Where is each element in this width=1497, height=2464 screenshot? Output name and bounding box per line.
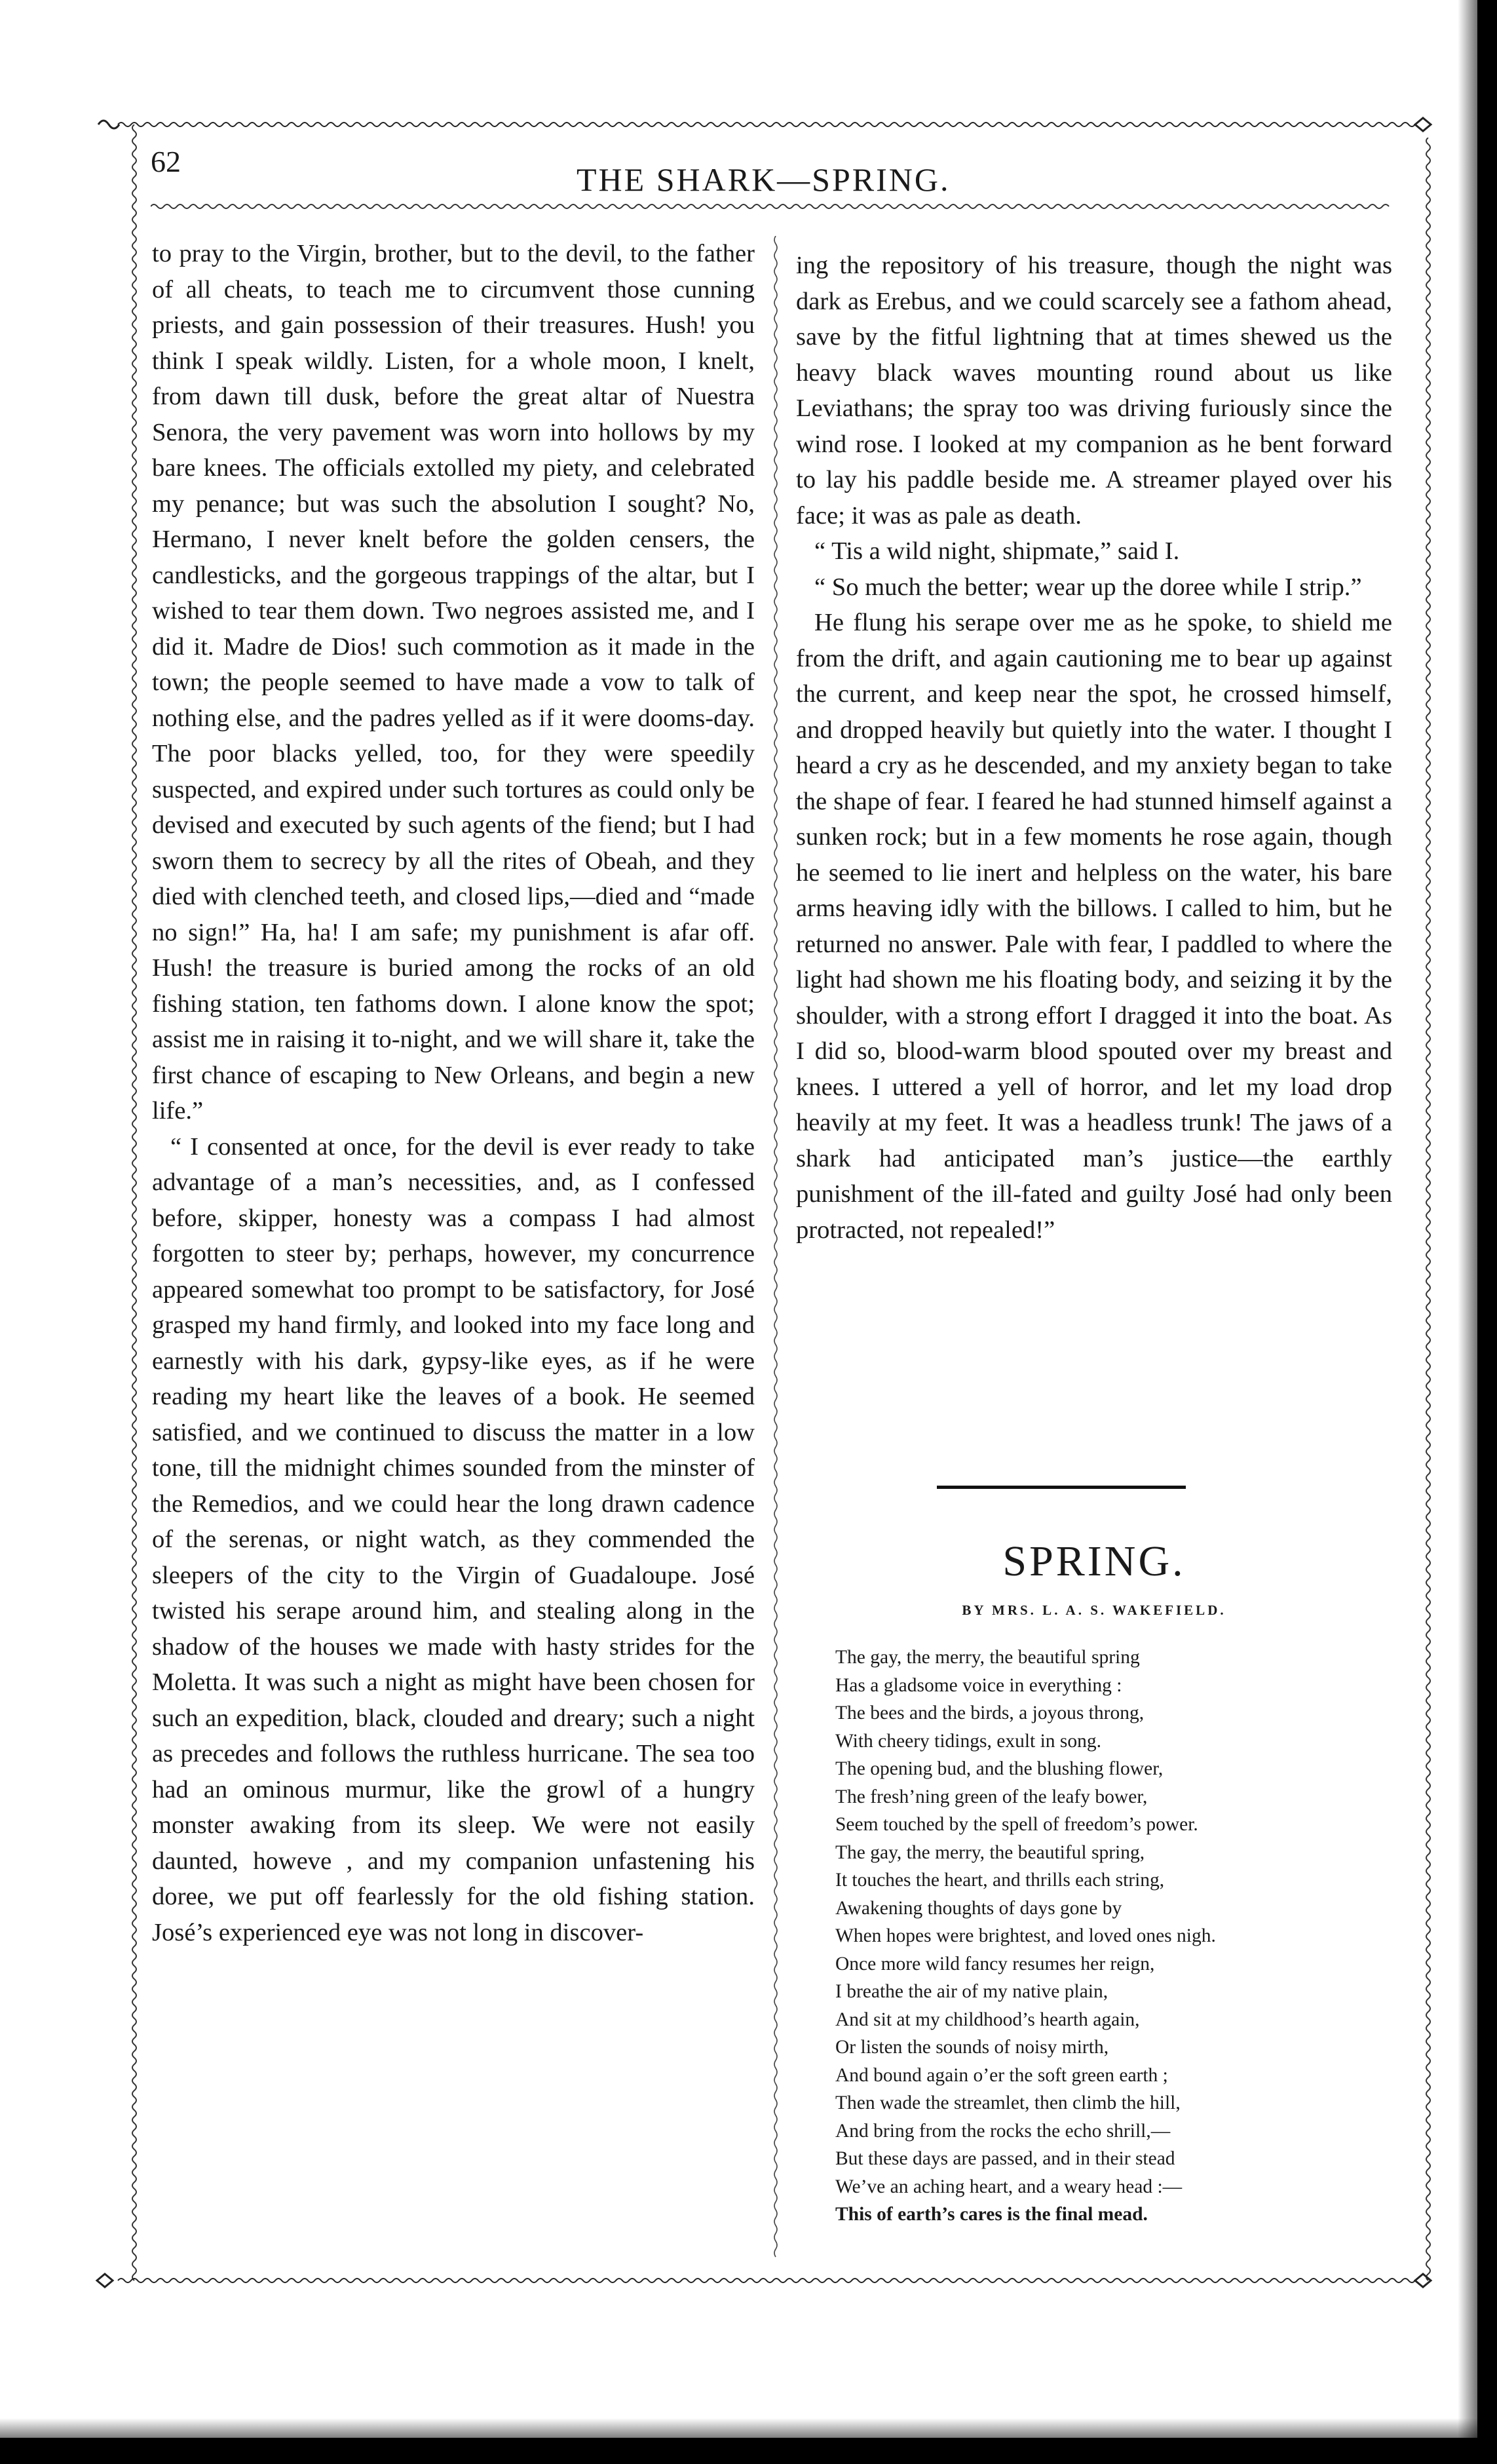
- poem-line: But these days are passed, and in their stead: [835, 2148, 1175, 2169]
- poem-line: And bring from the rocks the echo shrill,—: [835, 2120, 1171, 2142]
- poem-line: This of earth’s cares is the final mead.: [835, 2204, 1148, 2225]
- paragraph: ing the repository of his treasure, though the night was dark as Erebus, and we could scarcely see a fathom ahead, save by the fitful lightning that at times shewed us the heavy black waves mounting round about us like Leviathans; the spray too was driving furiously since the wind rose. I looked at my companion as he bent forward to lay his paddle beside me. A streamer played over his face; it was as pale as death.: [796, 252, 1392, 529]
- poem-line: When hopes were brightest, and loved ones nigh.: [835, 1925, 1216, 1946]
- poem-line: The fresh’ning green of the leafy bower,: [835, 1786, 1148, 1807]
- header-rule: [151, 200, 1395, 213]
- bottom-ornamental-border: [92, 2267, 1441, 2294]
- poem-line: The opening bud, and the blushing flower,: [835, 1758, 1164, 1779]
- poem-line: Or listen the sounds of noisy mirth,: [835, 2037, 1109, 2058]
- page-number: 62: [151, 145, 181, 178]
- bottom-page-edge: [0, 2438, 1497, 2464]
- binding-shadow: [1458, 0, 1477, 2464]
- right-column: [796, 248, 1392, 1248]
- paragraph: “ So much the better; wear up the doree while I strip.”: [814, 573, 1362, 601]
- poem-line: It touches the heart, and thrills each string,: [835, 1870, 1165, 1891]
- poem-line: Then wade the streamlet, then climb the hill,: [835, 2092, 1181, 2113]
- poem-line: With cheery tidings, exult in song.: [835, 1730, 1102, 1752]
- left-column: [152, 236, 755, 1950]
- page-binding-edge: [1477, 0, 1497, 2464]
- running-head: THE SHARK—SPRING.: [577, 161, 951, 198]
- poem-line: The bees and the birds, a joyous throng,: [835, 1703, 1145, 1723]
- poem-line: The gay, the merry, the beautiful spring,: [835, 1841, 1145, 1863]
- poem-title: SPRING.: [1002, 1537, 1186, 1585]
- poem-byline: BY MRS. L. A. S. WAKEFIELD.: [962, 1602, 1226, 1618]
- poem-line: Awakening thoughts of days gone by: [835, 1897, 1122, 1919]
- poem-line: Seem touched by the spell of freedom’s power.: [835, 1814, 1198, 1835]
- poem-line: We’ve an aching heart, and a weary head :—: [835, 2176, 1183, 2197]
- paragraph: to pray to the Virgin, brother, but to the devil, to the father of all cheats, to teach me to circumvent those cunning priests, and gain possession of their treasures. Hush! you think I speak wildly. Listen, for a whole moon, I knelt, from dawn till dusk, before the great altar of Nuestra Senora, the very pavement was worn into hollows by my bare knees. The officials extolled my piety, and celebrated my penance; but was such the absolution I sought? No, Hermano, I never knelt before the golden censers, the candlesticks, and the gorgeous trappings of the altar, but I wished to tear them down. Two negroes assisted me, and I did it. Madre de Dios! such commotion as it made in the town; the people seemed to have made a vow to talk of nothing else, and the padres yelled as if it were dooms-day. The poor blacks yelled, too, for they were speedily suspected, and expired under such tortures as could only be devised and executed by such agents of the fiend; but I had sworn them to secrecy by all the rites of Obeah, and they died with clenched teeth, and closed lips,—died and “made no sign!” Ha, ha! I am safe; my punishment is afar off. Hush! the treasure is buried among the rocks of an old fishing station, ten fathoms down. I alone know the spot; assist me in raising it to-night, and we will share it, take the first chance of escaping to New Orleans, and begin a new life.”: [152, 240, 755, 1125]
- section-divider: [937, 1486, 1186, 1489]
- poem-line: And sit at my childhood’s hearth again,: [835, 2009, 1140, 2030]
- column-divider: [771, 236, 780, 2261]
- poem-body: [835, 1644, 1399, 2229]
- top-ornamental-border: [92, 111, 1441, 138]
- poem-line: And bound again o’er the soft green earth ;: [835, 2064, 1168, 2086]
- poem-line: Once more wild fancy resumes her reign,: [835, 1953, 1155, 1974]
- poem-line: The gay, the merry, the beautiful spring: [835, 1647, 1140, 1668]
- left-ornamental-border: [128, 125, 141, 2287]
- right-ornamental-border: [1422, 138, 1435, 2287]
- poem-line: I breathe the air of my native plain,: [835, 1981, 1109, 2002]
- paragraph: He flung his serape over me as he spoke, to shield me from the drift, and again cautioning me to bear up against the current, and keep near the spot, he crossed himself, and dropped heavily but quietly into the water. I thought I heard a cry as he descended, and my anxiety began to take the shape of fear. I feared he had stunned himself against a sunken rock; but in a few moments he rose again, though he seemed to lie inert and helpless on the water, his bare arms heaving idly with the billows. I called to him, but he returned no answer. Pale with fear, I paddled to where the light had shown me his floating body, and seizing it by the shoulder, with a strong effort I dragged it into the boat. As I did so, blood-warm blood spouted over my breast and knees. I uttered a yell of horror, and let my load drop heavily at my feet. It was a headless trunk! The jaws of a shark had anticipated man’s justice—the earthly punishment of the ill-fated and guilty José had only been protracted, not repealed!”: [796, 609, 1392, 1244]
- bottom-shadow: [0, 2418, 1497, 2438]
- paragraph: “ Tis a wild night, shipmate,” said I.: [814, 537, 1180, 565]
- poem-line: Has a gladsome voice in everything :: [835, 1674, 1122, 1696]
- paragraph: “ I consented at once, for the devil is ever ready to take advantage of a man’s necessities, and, as I confessed before, skipper, honesty was a compass I had almost forgotten to steer by; perhaps, however, my concurrence appeared somewhat too prompt to be satisfactory, for José grasped my hand firmly, and looked into my face long and earnestly with his dark, gypsy-like eyes, as if he were reading my heart like the leaves of a book. He seemed satisfied, and we continued to discuss the matter in a low tone, till the midnight chimes sounded from the minster of the Remedios, and we could hear the long drawn cadence of the serenas, or night watch, as they commended the sleepers of the city to the Virgin of Guadaloupe. José twisted his serape around him, and stealing along in the shadow of the houses we made with hasty strides for the Moletta. It was such a night as might have been chosen for such an expedition, black, clouded and dreary; such a night as precedes and follows the ruthless hurricane. The sea too had an ominous murmur, like the growl of a hungry monster awaking from its sleep. We were not easily daunted, howeve , and my companion unfastening his doree, we put off fearlessly for the old fishing station. José’s experienced eye was not long in discover-: [152, 1132, 755, 1946]
